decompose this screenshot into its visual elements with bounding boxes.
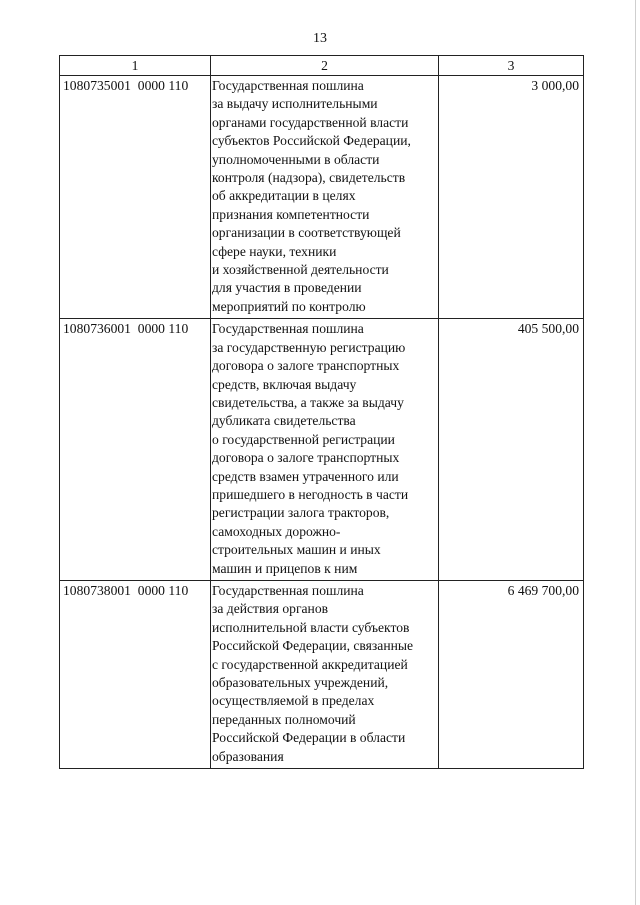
description-line: признания компетентности bbox=[212, 206, 370, 222]
budget-code-cell: 1080738001 0000 110 bbox=[60, 580, 211, 768]
description-line: осуществляемой в пределах bbox=[212, 693, 375, 709]
description-line: Государственная пошлина bbox=[212, 582, 364, 598]
column-header-1: 1 bbox=[60, 56, 211, 76]
description-line: самоходных дорожно- bbox=[212, 523, 341, 539]
budget-code-cell: 1080736001 0000 110 bbox=[60, 319, 211, 581]
description-line: органами государственной власти bbox=[212, 114, 409, 130]
description-line: средств, включая выдачу bbox=[212, 376, 357, 392]
description-line: строительных машин и иных bbox=[212, 542, 381, 558]
table-body bbox=[60, 76, 584, 769]
amount-cell: 3 000,00 bbox=[439, 76, 584, 319]
amount-cell: 6 469 700,00 bbox=[439, 580, 584, 768]
description-line: и хозяйственной деятельности bbox=[212, 262, 389, 278]
description-line: контроля (надзора), свидетельств bbox=[212, 170, 406, 186]
description-line: договора о залоге транспортных bbox=[212, 358, 400, 374]
table-header-row bbox=[60, 56, 584, 76]
description-line: Российской Федерации, связанные bbox=[212, 638, 414, 654]
description-line: организации в соответствующей bbox=[212, 225, 401, 241]
page-edge-shadow bbox=[635, 0, 636, 905]
description-line: дубликата свидетельства bbox=[212, 413, 356, 429]
description-line: исполнительной власти субъектов bbox=[212, 619, 410, 635]
page-number: 13 bbox=[313, 31, 327, 46]
table-row bbox=[60, 319, 584, 581]
description-line: средств взамен утраченного или bbox=[212, 468, 399, 484]
description-line: мероприятий по контролю bbox=[212, 298, 366, 314]
description-line: пришедшего в негодность в части bbox=[212, 486, 409, 502]
description-line: сфере науки, техники bbox=[212, 243, 337, 259]
description-line: для участия в проведении bbox=[212, 280, 362, 296]
description-line: машин и прицепов к ним bbox=[212, 560, 358, 576]
table-row bbox=[60, 580, 584, 768]
table-row bbox=[60, 76, 584, 319]
description-cell bbox=[211, 580, 439, 768]
description-cell bbox=[211, 76, 439, 319]
description-line: регистрации залога тракторов, bbox=[212, 505, 390, 521]
description-line: за государственную регистрацию bbox=[212, 339, 406, 355]
description-line: субъектов Российской Федерации, bbox=[212, 133, 411, 149]
description-line: Российской Федерации в области bbox=[212, 730, 406, 746]
description-line: Государственная пошлина bbox=[212, 321, 364, 337]
description-line: образовательных учреждений, bbox=[212, 675, 389, 690]
budget-code-cell: 1080735001 0000 110 bbox=[60, 76, 211, 319]
column-header-3: 3 bbox=[439, 56, 584, 76]
amount-cell: 405 500,00 bbox=[439, 319, 584, 581]
description-line: с государственной аккредитацией bbox=[212, 656, 408, 672]
description-line: Государственная пошлина bbox=[212, 78, 364, 93]
description-line: уполномоченными в области bbox=[212, 151, 380, 167]
description-line: договора о залоге транспортных bbox=[212, 450, 400, 466]
description-line: о государственной регистрации bbox=[212, 431, 395, 447]
budget-table bbox=[59, 55, 584, 769]
description-line: за действия органов bbox=[212, 601, 329, 617]
description-line: переданных полномочий bbox=[212, 711, 356, 727]
description-line: свидетельства, а также за выдачу bbox=[212, 394, 404, 410]
column-header-2: 2 bbox=[211, 56, 439, 76]
description-line: за выдачу исполнительными bbox=[212, 96, 378, 112]
description-cell bbox=[211, 319, 439, 581]
description-line: об аккредитации в целях bbox=[212, 188, 356, 204]
description-line: образования bbox=[212, 748, 284, 764]
